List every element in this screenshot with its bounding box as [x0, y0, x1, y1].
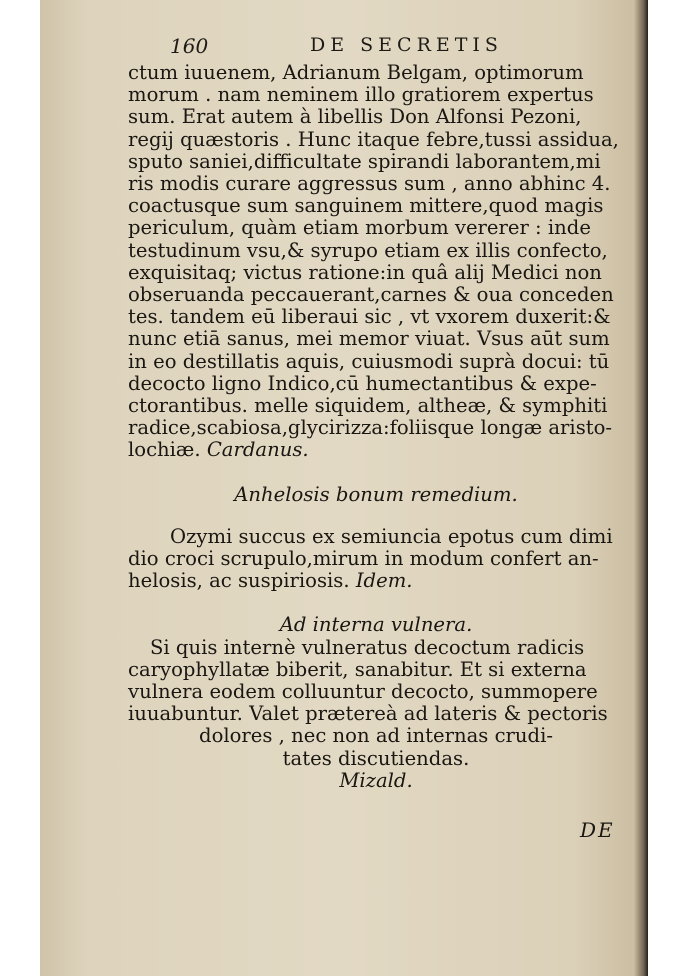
catchword: DE	[580, 818, 615, 842]
text-line: iuuabuntur. Valet prætereà ad lateris & pectoris	[128, 702, 608, 726]
text-line	[128, 439, 624, 461]
text-line: dio croci scrupulo,mirum in modum confert an-	[128, 547, 599, 571]
text-line: sputo saniei,difficultate spirandi laborantem,mi	[128, 149, 601, 173]
paragraph-1	[128, 62, 624, 462]
running-head: DE SECRETIS	[310, 34, 503, 56]
text-line: caryophyllatæ biberit, sanabitur. Et si externa	[128, 657, 587, 681]
text-line: sum. Erat autem à libellis Don Alfonsi Pezoni,	[128, 105, 582, 129]
text-line: morum . nam neminem illo gratiorem expertus	[128, 83, 594, 107]
spacer	[128, 506, 624, 526]
text-line: nunc etiā sanus, mei memor viuat. Vsus aūt sum	[128, 327, 610, 351]
text-line: vulnera eodem colluuntur decocto, summopere	[128, 680, 598, 704]
section-heading: Anhelosis bonum remedium.	[234, 482, 518, 506]
author-citation: Cardanus.	[206, 438, 309, 462]
text-line: tates discutiendas.	[282, 746, 470, 770]
paragraph-3	[128, 637, 624, 792]
text-line: regij quæstoris . Hunc itaque febre,tussi assidua,	[128, 127, 619, 151]
text-line: ctorantibus. melle siquidem, altheæ, & symphiti	[128, 394, 608, 418]
text-line: obseruanda peccauerant,carnes & oua conceden	[128, 283, 614, 307]
text-line: tes. tandem eū liberaui sic , vt vxorem duxerit:&	[128, 305, 611, 329]
text-line: Si quis internè vulneratus decoctum radicis	[150, 635, 585, 659]
text-line: Ozymi succus ex semiuncia epotus cum dimi	[170, 524, 613, 548]
text-line: coactusque sum sanguinem mittere,quod magis	[128, 194, 604, 218]
text-fragment: lochiæ.	[128, 438, 201, 462]
page-header	[170, 34, 570, 60]
text-line: in eo destillatis aquis, cuiusmodi suprà docui: tū	[128, 349, 610, 373]
author-citation: Mizald.	[339, 768, 413, 792]
text-line: radice,scabiosa,glycirizza:foliisque longæ aristo-	[128, 416, 613, 440]
text-line: dolores , nec non ad internas crudi-	[199, 724, 553, 748]
section-heading: Ad interna vulnera.	[279, 613, 473, 637]
text-line: testudinum vsu,& syrupo etiam ex illis confecto,	[128, 238, 608, 262]
text-line: decocto ligno Indico,cū humectantibus & expe-	[128, 371, 597, 395]
page-body	[128, 62, 624, 792]
text-line: periculum, quàm etiam morbum vererer : inde	[128, 216, 591, 240]
spacer	[128, 462, 624, 484]
text-line	[128, 570, 624, 592]
text-line: ris modis curare aggressus sum , anno abhinc 4.	[128, 172, 611, 196]
page-number: 160	[170, 34, 209, 58]
margin	[648, 0, 690, 976]
spine-shadow	[634, 0, 648, 976]
text-line: exquisitaq; victus ratione:in quâ alij Medici non	[128, 260, 602, 284]
paragraph-2	[128, 526, 624, 593]
text-line: ctum iuuenem, Adrianum Belgam, optimorum	[128, 61, 584, 84]
author-citation: Idem.	[355, 569, 413, 593]
spacer	[128, 592, 624, 614]
text-fragment: helosis, ac suspiriosis.	[128, 569, 350, 593]
